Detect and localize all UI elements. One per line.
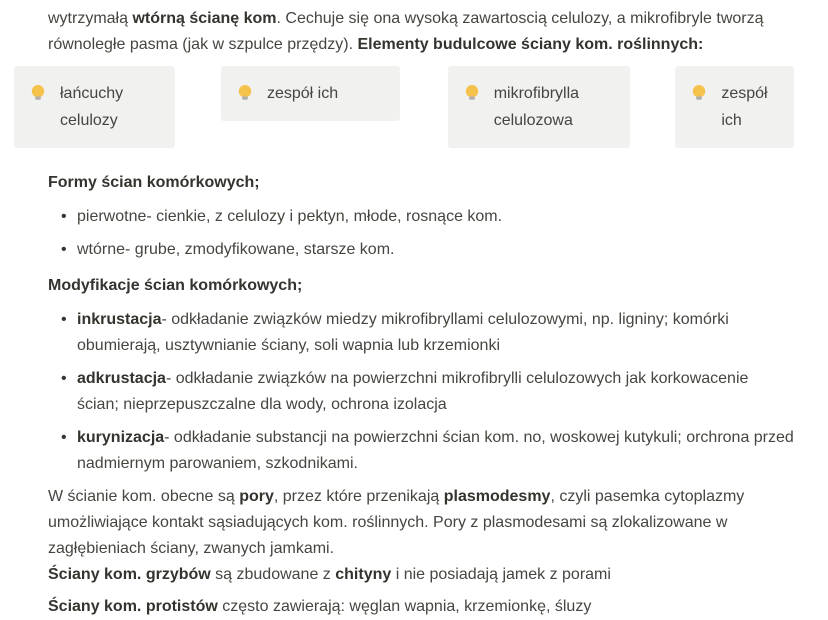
pores-paragraph [48, 484, 794, 562]
heading-cell-wall-forms: Formy ścian komórkowych; [48, 174, 260, 191]
callout-cards-row [14, 66, 794, 148]
callout-card-label: zespół ich [266, 85, 339, 102]
callout-card-mikrofibrylla[interactable] [448, 66, 631, 148]
term: inkrustacja [77, 311, 162, 328]
list-item [77, 366, 794, 418]
protist-walls-paragraph [48, 594, 794, 620]
cell-wall-forms-list [48, 204, 794, 263]
lightbulb-icon [29, 84, 47, 102]
intro-bold-elements-heading: Elementy budulcowe ściany kom. roślinnych: [357, 36, 704, 53]
term: adkrustacja [77, 370, 166, 387]
bold-protist-walls: Ściany kom. protistów [48, 598, 218, 615]
bold-pory: pory [239, 488, 274, 505]
callout-card-zespol-ich-2[interactable] [675, 66, 794, 148]
callout-card-label: mikrofibrylla celulozowa [493, 85, 580, 129]
heading-cell-wall-modifications: Modyfikacje ścian komórkowych; [48, 277, 303, 294]
text: często zawierają: węglan wapnia, krzemionkę, śluzy [217, 598, 592, 615]
term: kurynizacja [77, 429, 165, 446]
list-item [77, 307, 794, 359]
term-description: - odkładanie związków na powierzchni mikrofibrylli celulozowych jak korkowacenie ścian; nieprzepuszczalne dla wody, ochrona izolacja [77, 370, 749, 413]
bold-plasmodesmy: plasmodesmy [443, 488, 551, 505]
text: , czyli pasemka cytoplazmy umożliwiające kontakt sąsiadujących kom. roślinnych. Pory z plasmodesami są zlokalizowane w zagłębieniach ściany, zwanych jamkami. [48, 488, 745, 557]
bold-fungi-walls: Ściany kom. grzybów [48, 566, 211, 583]
intro-text-continued: . Cechuje się ona wysoką zawartoscią celulozy, a mikrofibryle tworzą równoległe pasma (jak w szpulce przędzy). [48, 10, 764, 53]
lightbulb-icon [236, 84, 254, 102]
callout-card-lancuchy-celulozy[interactable] [14, 66, 175, 148]
text: W ścianie kom. obecne są [48, 488, 240, 505]
callout-card-label: zespół ich [721, 85, 768, 129]
list-item [77, 425, 794, 477]
fungi-walls-paragraph [48, 562, 794, 588]
cell-wall-modifications-list [48, 307, 794, 477]
lightbulb-icon [463, 84, 481, 102]
bold-chitin: chityny [335, 566, 392, 583]
list-item: • wtórne- grube, zmodyfikowane, starsze kom. [77, 237, 794, 263]
list-item: • pierwotne- cienkie, z celulozy i pektyn, młode, rosnące kom. [77, 204, 794, 230]
lightbulb-icon [690, 84, 708, 102]
callout-card-zespol-ich-1[interactable] [221, 66, 400, 121]
intro-paragraph [48, 6, 794, 58]
term-description: - odkładanie związków miedzy mikrofibryllami celulozowymi, np. ligniny; komórki obumierają, usztywnianie ściany, soli wapnia lub krzemionki [77, 311, 729, 354]
text: i nie posiadają jamek z porami [391, 566, 611, 583]
intro-bold-secondary-wall: wtórną ścianę kom [132, 10, 277, 27]
text: , przez które przenikają [273, 488, 444, 505]
text: są zbudowane z [210, 566, 336, 583]
term-description: - odkładanie substancji na powierzchni ścian kom. no, woskowej kutykuli; orchrona przed nadmiernym parowaniem, szkodnikami. [77, 429, 794, 472]
intro-text: wytrzymałą [48, 10, 133, 27]
callout-card-label: łańcuchy celulozy [60, 85, 124, 129]
